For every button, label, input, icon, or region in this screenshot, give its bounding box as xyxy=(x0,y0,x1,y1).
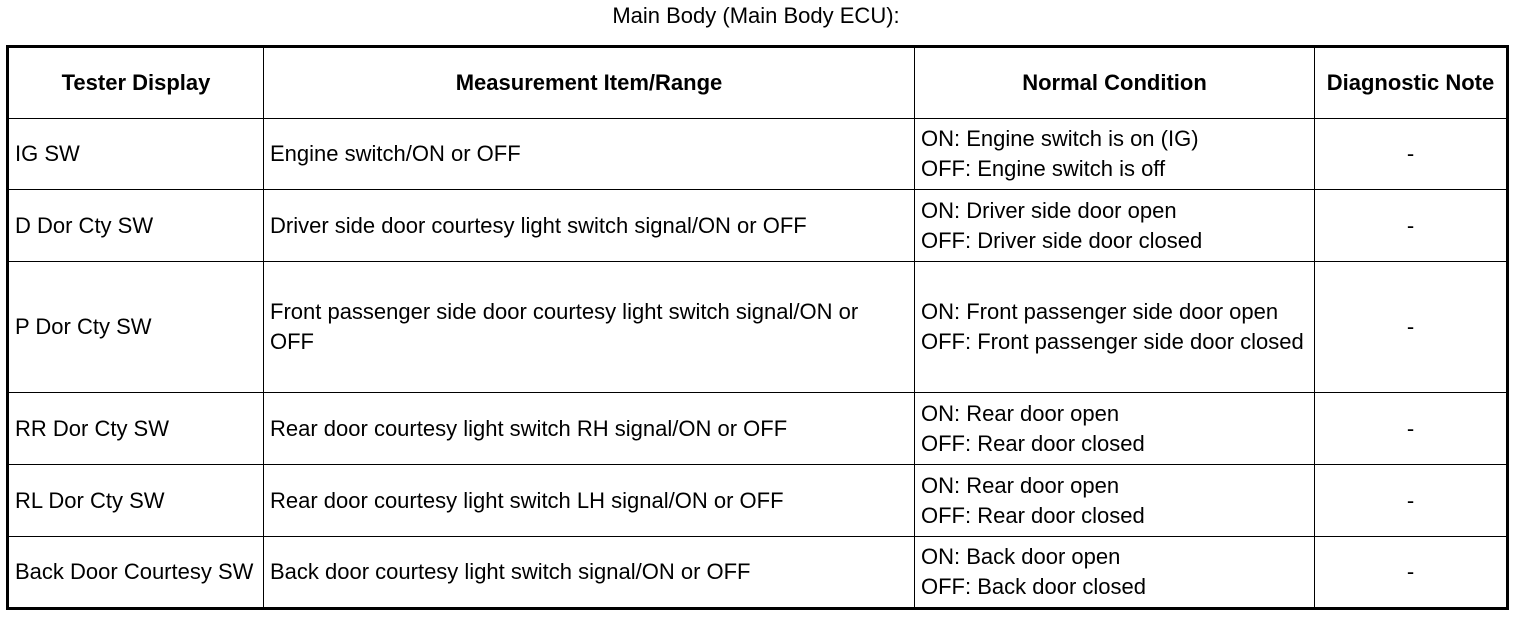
measurement-cell: Rear door courtesy light switch LH signal/ON or OFF xyxy=(264,465,915,537)
normal-condition-cell xyxy=(915,393,1315,465)
header-diagnostic-note xyxy=(1315,47,1508,119)
normal-on-text: ON: Rear door open xyxy=(921,472,1120,498)
measurement-cell: Front passenger side door courtesy light switch signal/ON or OFF xyxy=(264,262,915,393)
data-list-table xyxy=(6,45,1509,610)
tester-display-cell: P Dor Cty SW xyxy=(8,262,264,393)
header-measurement-item: Measurement Item/Range xyxy=(264,47,915,119)
table-row xyxy=(8,262,1508,393)
normal-on-text: ON: Driver side door open xyxy=(921,197,1177,223)
table-row xyxy=(8,537,1508,609)
tester-display-cell: D Dor Cty SW xyxy=(8,190,264,262)
diagnostic-note-cell: - xyxy=(1315,393,1508,465)
normal-off-text: OFF: Rear door closed xyxy=(921,502,1145,528)
table-row xyxy=(8,465,1508,537)
header-normal-condition: Normal Condition xyxy=(915,47,1315,119)
diagnostic-note-cell: - xyxy=(1315,119,1508,190)
normal-condition-cell xyxy=(915,190,1315,262)
normal-on-text: ON: Engine switch is on (IG) xyxy=(921,126,1199,151)
header-diagnostic-note-line2: Note xyxy=(1445,70,1495,95)
tester-display-cell: RL Dor Cty SW xyxy=(8,465,264,537)
normal-on-text: ON: Front passenger side door open xyxy=(921,299,1279,324)
diagnostic-note-cell: - xyxy=(1315,262,1508,393)
normal-condition-cell xyxy=(915,537,1315,609)
normal-off-text: OFF: Engine switch is off xyxy=(921,156,1166,181)
normal-on-text: ON: Back door open xyxy=(921,544,1121,569)
header-tester-display: Tester Display xyxy=(8,47,264,119)
normal-off-text: OFF: Rear door closed xyxy=(921,430,1145,456)
diagnostic-note-cell: - xyxy=(1315,537,1508,609)
tester-display-cell: IG SW xyxy=(8,119,264,190)
measurement-cell: Engine switch/ON or OFF xyxy=(264,119,915,190)
normal-condition-cell xyxy=(915,262,1315,393)
header-diagnostic-note-line1: Diagnostic xyxy=(1326,70,1440,95)
normal-on-text: ON: Rear door open xyxy=(921,400,1120,426)
normal-off-text: OFF: Back door closed xyxy=(921,574,1146,599)
measurement-cell: Rear door courtesy light switch RH signal/ON or OFF xyxy=(264,393,915,465)
header-row xyxy=(8,47,1508,119)
normal-off-text: OFF: Driver side door closed xyxy=(921,227,1203,253)
normal-off-text: OFF: Front passenger side door closed xyxy=(921,329,1304,354)
table-row xyxy=(8,190,1508,262)
measurement-cell: Driver side door courtesy light switch signal/ON or OFF xyxy=(264,190,915,262)
table-caption: Main Body (Main Body ECU): xyxy=(612,3,900,28)
tester-display-cell: RR Dor Cty SW xyxy=(8,393,264,465)
table-row xyxy=(8,393,1508,465)
tester-display-cell: Back Door Courtesy SW xyxy=(8,537,264,609)
normal-condition-cell xyxy=(915,119,1315,190)
table-row xyxy=(8,119,1508,190)
diagnostic-note-cell: - xyxy=(1315,190,1508,262)
measurement-cell: Back door courtesy light switch signal/ON or OFF xyxy=(264,537,915,609)
normal-condition-cell xyxy=(915,465,1315,537)
diagnostic-note-cell: - xyxy=(1315,465,1508,537)
